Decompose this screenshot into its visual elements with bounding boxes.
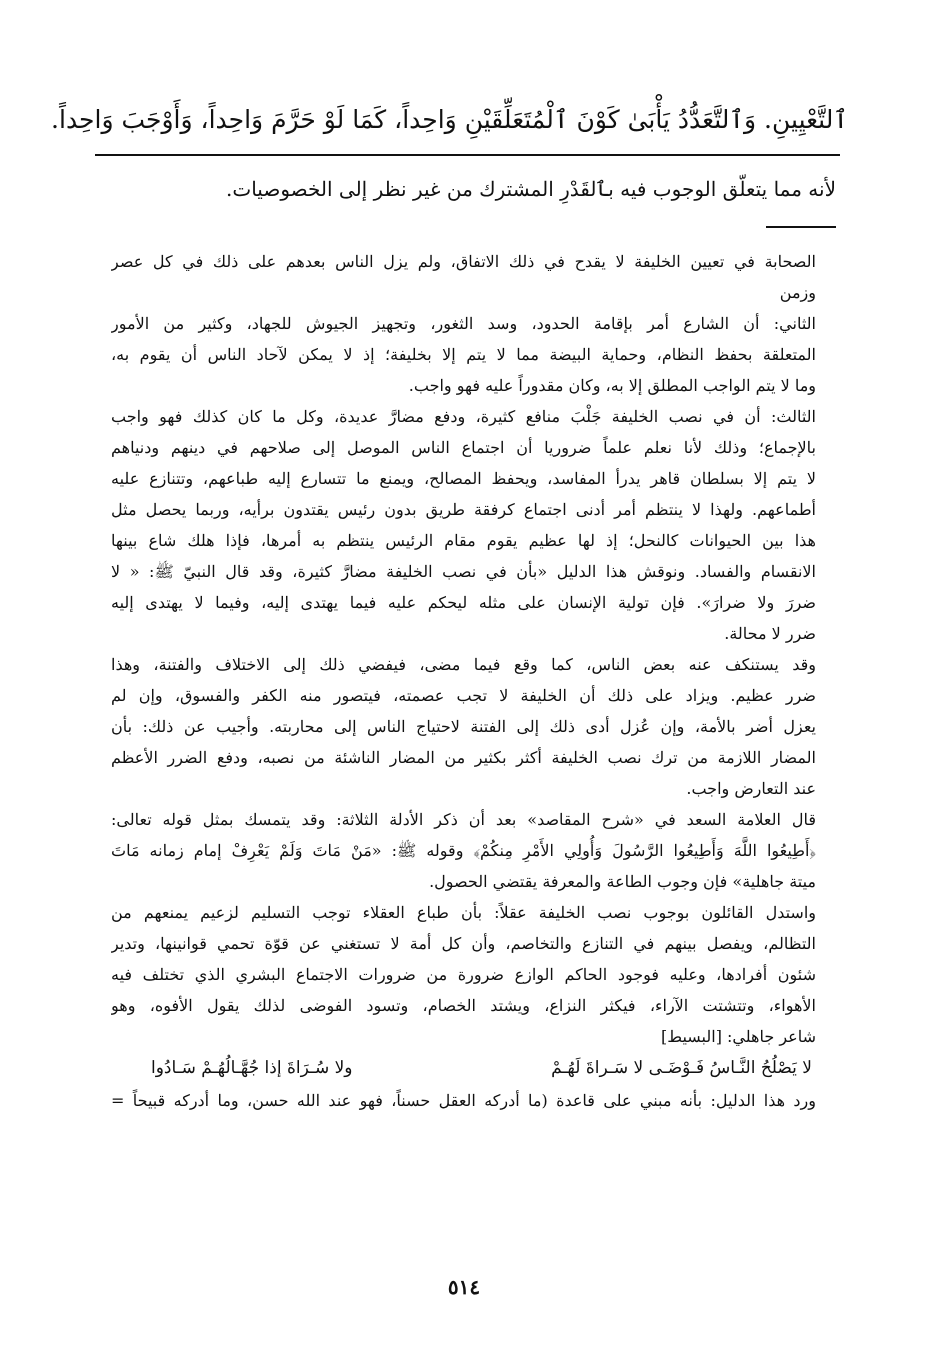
text-line-final: ورد هذا الدليل: بأنه مبني على قاعدة (ما أدركه العقل حسناً، فهو عند الله حسن، وما أدركه قبيحاً = [111,1091,816,1110]
text-line: التظالم، ويفصل بينهم في التنازع والتخاصم، وأن كل أمة لا تستغني عن قوّة تحمي قوانينها، وتدير [111,934,816,953]
text-line: ضرر لا محالة. [724,624,816,643]
verse-first-hemistich: لا يَصْلُحُ النَّـاسُ فَـوْضَـى لا سَـراةَ لَهُـمْ [551,1058,812,1078]
text-line: أطماعهم. ولهذا لا ينتظم أمر أدنى اجتماع كرفقة طريق بدون رئيس يقتدون برأيه، وربما يحصل مثل [111,500,816,519]
footnote-body [111,246,816,1116]
text-line: ضرر عظيم. ويزاد على ذلك أن الخليفة لا تجب عصمته، فيتصور منه الكفر والفسوق، وإن لم [111,686,816,705]
text-line: الثالث: أن في نصب الخليفة جَلْبَ منافع كثيرة، ودفع مضارَّ عديدة، وكل ما كان كذلك فهو واجب [111,407,816,426]
text-line: واستدل القائلون بوجوب نصب الخليفة عقلاً: بأن طباع العقلاء توجب التسليم لزعيم يمنعهم من [111,903,816,922]
text-line: لا يتم إلا بسلطان قاهر يدرأ المفاسد، ويحفظ المصالح، ويمنع ما تتسارع إليه طباعهم، وتتنازع عليه [111,469,816,488]
separator-rule [95,154,840,156]
text-line: شئون أفرادها، وعليه فوجود الحاكم الوازع ضرورة من ضرورات الاجتماع البشري الذي تختلف فيه [111,965,816,984]
text-line: شاعر جاهلي: [البسيط] [661,1027,816,1046]
text-line: المتعلقة بحفظ النظام، وحماية البيضة مما لا يتم إلا بخليفة؛ إذ لا يمكن لآحاد الناس أن يقوم به، [111,345,816,364]
text-line: يعزل أضر بالأمة، وإن عُزل أدى ذلك إلى الفتنة لاحتياج الناس إلى محاربته. وأجيب عن ذلك: بأن [111,717,816,736]
text-line: ميتة جاهلية» فإن وجوب الطاعة والمعرفة يقتضي الحصول. [429,872,816,891]
text-line: الثاني: أن الشارع أمر بإقامة الحدود، وسد الثغور، وتجهيز الجيوش للجهاد، وكثير من الأمور [111,314,816,333]
text-line: عند التعارض واجب. [686,779,816,798]
text-line: الانقسام والفساد. ونوقش هذا الدليل «بأن في نصب الخليفة مضارَّ كثيرة، وقد قال النبيّ ﷺ: « لا [111,562,816,581]
text-line: هذا بين الحيوانات كالنحل؛ إذ لها عظيم يقوم مقام الرئيس ينتظم به أمرها، فإذا هلك شاع بينها [111,531,816,550]
text-line: وقد يستنكف عنه بعض الناس، كما وقع فيما مضى، فيفضي ذلك إلى الاختلاف والفتنة، وهذا [111,655,816,674]
footnote-rule [766,226,836,228]
text-line: قال العلامة السعد في «شرح المقاصد» بعد أن ذكر الأدلة الثلاثة: وقد يتمسك بمثل قوله تعالى: [111,810,816,829]
main-text: ٱلتَّعْيِينِ. وَٱلتَّعَدُّدُ يَأْبَىٰ كَوْنَ ٱلْمُتَعَلِّقَيْنِ وَاحِداً، كَمَا لَوْ حَرَّمَ وَاحِداً، وَأَوْجَبَ وَاحِداً. [51,105,848,134]
text-line: بالإجماع؛ وذلك لأنا نعلم علماً ضروريا أن اجتماع الناس الموصل إلى صلاحهم في دينهم ودنياهم [111,438,816,457]
text-line: الصحابة في تعيين الخليفة لا يقدح في ذلك الاتفاق، ولم يزل الناس بعدهم على ذلك في كل عصر [111,252,816,271]
poetry-verse [111,1052,816,1085]
text-line: وما لا يتم الواجب المطلق إلا به، وكان مقدوراً عليه فهو واجب. [408,376,816,395]
text-line: المضار اللازمة من ترك نصب الخليفة أكثر بكثير من المضار الناشئة من نصبه، ودفع الضرر الأعظم [111,748,816,767]
text-line: ضررَ ولا ضرارَ». فإن تولية الإنسان على مثله ليحكم عليه فيما يهتدى إليه، وفيما لا يهتدى إليه [111,593,816,612]
text-line: الأهواء، وتتشتت الآراء، فيكثر النزاع، ويشتد الخصام، وتسود الفوضى لذلك يقول الأفوه، وهو [111,996,816,1015]
commentary-text: لأنه مما يتعلّق الوجوب فيه بٱلقَدْرِ المشترك من غير نظر إلى الخصوصيات. [226,177,836,201]
page-number: ٥١٤ [447,1275,481,1299]
verse-second-hemistich: ولا سُـرَاةَ إذا جُهَّـالُهُـمْ سَـادُوا [151,1058,353,1078]
text-line: ﴿أَطِيعُوا اللَّهَ وَأَطِيعُوا الرَّسُولَ وَأُولِي الأَمْرِ مِنكُمْ﴾ وقوله ﷺ: «مَنْ مَاتَ وَلَمْ يَعْرِفْ إمام زمانه مَاتَ [111,841,816,860]
text-line: وزمن [779,283,816,302]
